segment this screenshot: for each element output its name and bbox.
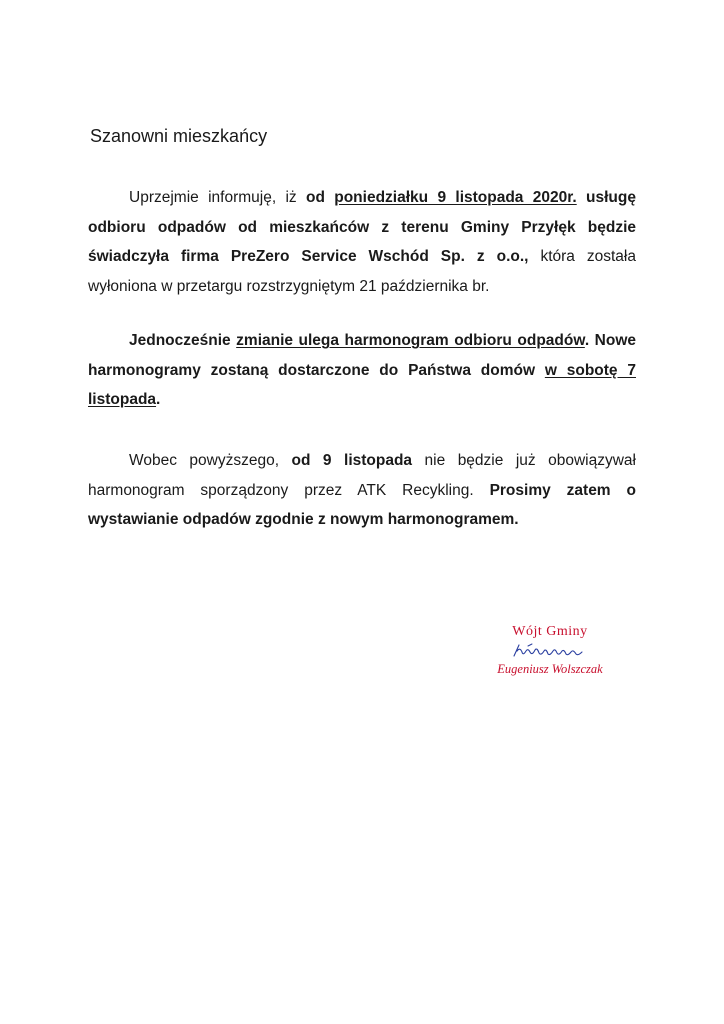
p3-request-bold: Prosimy zatem o wystawianie odpadów zgodnie z nowym harmonogramem. — [88, 481, 636, 528]
p2-date-underlined: w sobotę 7 listopada — [88, 361, 636, 408]
p1-text-5: która została wyłoniona w przetargu rozstrzygniętym 21 października br. — [88, 248, 636, 295]
p1-text-1: Uprzejmie informuję, iż — [129, 189, 306, 206]
signature-title: Wójt Gminy — [512, 624, 588, 639]
p2-text-5: . — [156, 391, 161, 408]
p2-schedule-underlined: zmianie ulega harmonogram odbioru odpadów — [236, 332, 585, 349]
p3-text-3: nie będzie już obowiązywał harmonogram sporządzony przez ATK Recykling. — [88, 452, 636, 499]
p1-text-4: usługę odbioru odpadów od mieszkańców z terenu Gminy Przyłęk będzie świadczyła firma PreZero Service Wschód Sp. z o.o., — [88, 189, 636, 265]
p3-text-1: Wobec powyższego, — [129, 452, 292, 469]
handwritten-signature — [510, 642, 590, 660]
paragraph-3 — [88, 446, 636, 535]
signature-name: Eugeniusz Wolszczak — [497, 662, 603, 676]
p1-date-underlined: poniedziałku 9 listopada 2020r. — [334, 189, 577, 206]
p2-text-3: . Nowe harmonogramy zostaną dostarczone do Państwa domów — [88, 332, 636, 379]
paragraph-1 — [88, 183, 636, 301]
greeting: Szanowni mieszkańcy — [90, 126, 268, 146]
paragraph-2 — [88, 326, 636, 415]
p1-text-2: od — [305, 189, 335, 206]
p3-date-bold: od 9 listopada — [291, 452, 413, 469]
p2-text-1: Jednocześnie — [129, 332, 237, 349]
signature-stamp — [470, 624, 630, 677]
